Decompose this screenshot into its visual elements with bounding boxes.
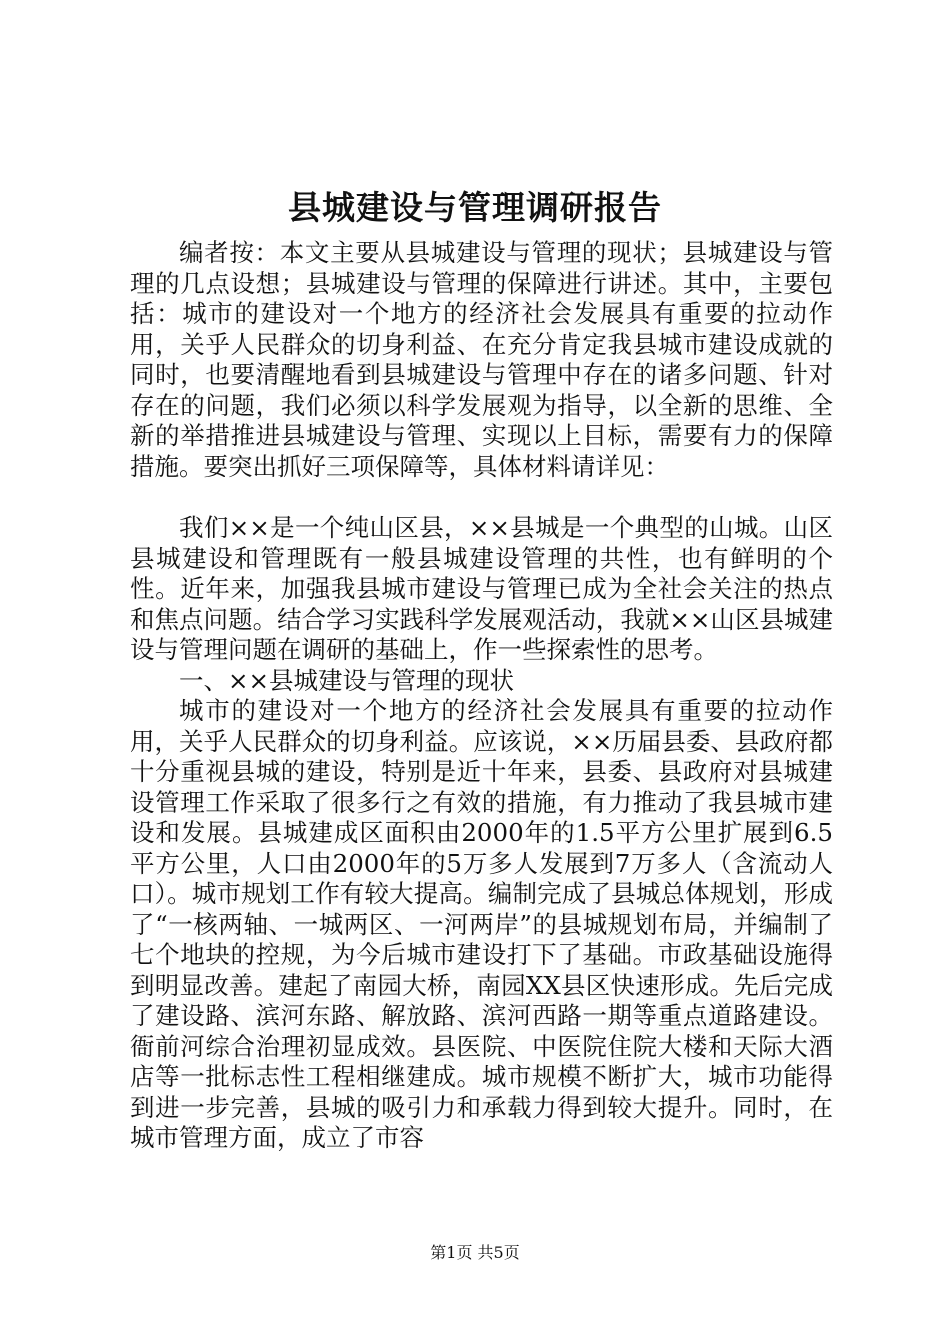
section-body-paragraph: 城市的建设对一个地方的经济社会发展具有重要的拉动作用，关乎人民群众的切身利益。应该说，××历届县委、县政府都十分重视县城的建设，特别是近十年来，县委、县政府对县城建设管理工作采取了很多行之有效的措施，有力推动了我县城市建设和发展。县城建成区面积由2000年的1.5平方公里扩展到6.5平方公里，人口由2000年的5万多人发展到7万多人（含流动人口）。城市规划工作有较大提高。编制完成了县城总体规划，形成了“一核两轴、一城两区、一河两岸”的县城规划布局，并编制了七个地块的控规，为今后城市建设打下了基础。市政基础设施得到明显改善。建起了南园大桥，南园XX县区快速形成。先后完成了建设路、滨河东路、解放路、滨河西路一期等重点道路建设。衙前河综合治理初显成效。县医院、中医院住院大楼和天际大酒店等一批标志性工程相继建成。城市规模不断扩大，城市功能得到进一步完善，县城的吸引力和承载力得到较大提升。同时，在城市管理方面，成立了市容 xyxy=(130,696,833,1152)
main-text-block xyxy=(130,513,833,1154)
editor-note-paragraph: 编者按：本文主要从县城建设与管理的现状；县城建设与管理的几点设想；县城建设与管理的保障进行讲述。其中，主要包括：城市的建设对一个地方的经济社会发展具有重要的拉动作用，关乎人民群众的切身利益、在充分肯定我县城市建设成就的同时，也要清醒地看到县城建设与管理中存在的诸多问题、针对存在的问题，我们必须以科学发展观为指导，以全新的思维、全新的举措推进县城建设与管理、实现以上目标，需要有力的保障措施。要突出抓好三项保障等，具体材料请详见： xyxy=(130,238,833,481)
intro-paragraph: 我们××是一个纯山区县，××县城是一个典型的山城。山区县城建设和管理既有一般县城建设管理的共性，也有鲜明的个性。近年来，加强我县城市建设与管理已成为全社会关注的热点和焦点问题。结合学习实践科学发展观活动，我就××山区县城建设与管理问题在调研的基础上，作一些探索性的思考。 xyxy=(130,513,833,664)
editor-note-block xyxy=(130,238,833,482)
document-title: 县城建设与管理调研报告 xyxy=(288,188,662,227)
page-footer: 第1页 共5页 xyxy=(430,1243,520,1262)
section-heading: 一、××县城建设与管理的现状 xyxy=(179,665,515,695)
